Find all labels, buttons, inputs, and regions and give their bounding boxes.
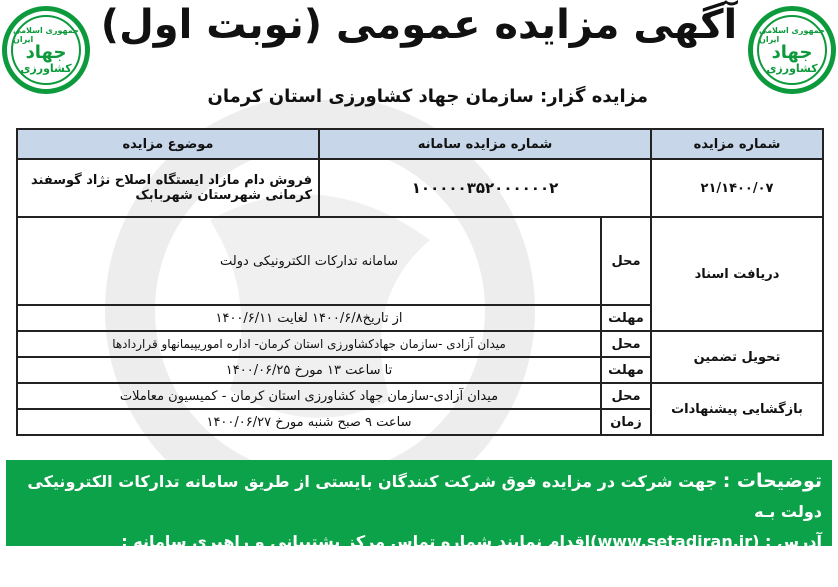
logo-sub-text: کشاورزی xyxy=(766,61,818,75)
row-label: محل xyxy=(601,331,651,357)
row-label: محل xyxy=(601,217,651,305)
row-label: زمان xyxy=(601,409,651,435)
header-system-number: شماره مزایده سامانه xyxy=(319,129,651,159)
notes-box xyxy=(6,460,832,581)
row-value: تا ساعت ۱۳ مورخ ۱۴۰۰/۰۶/۲۵ xyxy=(17,357,601,383)
jahad-logo-left xyxy=(2,6,90,94)
section-name: بازگشایی پیشنهادات xyxy=(651,383,823,435)
logo-top-text: جمهوری اسلامی ایران xyxy=(759,25,825,44)
row-value: از تاریخ۱۴۰۰/۶/۸ لغایت ۱۴۰۰/۶/۱۱ xyxy=(17,305,601,331)
table-header-row xyxy=(17,129,823,159)
system-number: ۱۰۰۰۰۰۳۵۲۰۰۰۰۰۰۲ xyxy=(319,159,651,217)
section-name: دریافت اسناد xyxy=(651,217,823,331)
logo-top-text: جمهوری اسلامی ایران xyxy=(13,25,79,44)
row-value: میدان آزادی-سازمان جهاد کشاورزی استان کرمان - کمیسیون معاملات xyxy=(17,383,601,409)
table-row xyxy=(17,383,823,409)
table-row-main xyxy=(17,159,823,217)
auction-number: ۲۱/۱۴۰۰/۰۷ xyxy=(651,159,823,217)
header-subject: موضوع مزایده xyxy=(17,129,319,159)
section-name: تحویل تضمین xyxy=(651,331,823,383)
notes-text-1: جهت شرکت در مزایده فوق شرکت کنندگان بایستی از طریق سامانه تدارکات الکترونیکی دولت بـه xyxy=(27,472,822,521)
auction-table xyxy=(16,128,824,436)
row-label: محل xyxy=(601,383,651,409)
row-label: مهلت xyxy=(601,305,651,331)
table-row xyxy=(17,217,823,305)
row-value: ساعت ۹ صبح شنبه مورخ ۱۴۰۰/۰۶/۲۷ xyxy=(17,409,601,435)
page-title: آگهی مزایده عمومی (نوبت اول) xyxy=(100,2,738,48)
notes-line-1 xyxy=(16,466,822,527)
row-value: میدان آزادی -سازمان جهادکشاورزی استان کرمان- اداره اموریپیمانهاو قراردادها xyxy=(17,331,601,357)
logo-sub-text: کشاورزی xyxy=(20,61,72,75)
auction-subject: فروش دام مازاد ایستگاه اصلاح نژاد گوسفند کرمانی شهرستان شهربابک xyxy=(17,159,319,217)
row-value: سامانه تدارکات الکترونیکی دولت xyxy=(17,217,601,305)
logo-main-text: جهاد xyxy=(771,41,813,63)
notes-label: توضیحات : xyxy=(722,470,822,492)
table-row xyxy=(17,331,823,357)
logo-main-text: جهاد xyxy=(25,41,67,63)
jahad-logo-right xyxy=(748,6,836,94)
row-label: مهلت xyxy=(601,357,651,383)
auctioneer-line: مزایده گزار: سازمان جهاد کشاورزی استان کرمان xyxy=(207,86,648,107)
notes-text-2: آدرس : (www.setadiran.ir)اقدام نمایند شماره تماس مرکز پشتیبانی و راهبری سامانه : ۰۲۱-۲۷۳۱۳۱۳۱ xyxy=(121,532,822,581)
header-auction-number: شماره مزایده xyxy=(651,129,823,159)
